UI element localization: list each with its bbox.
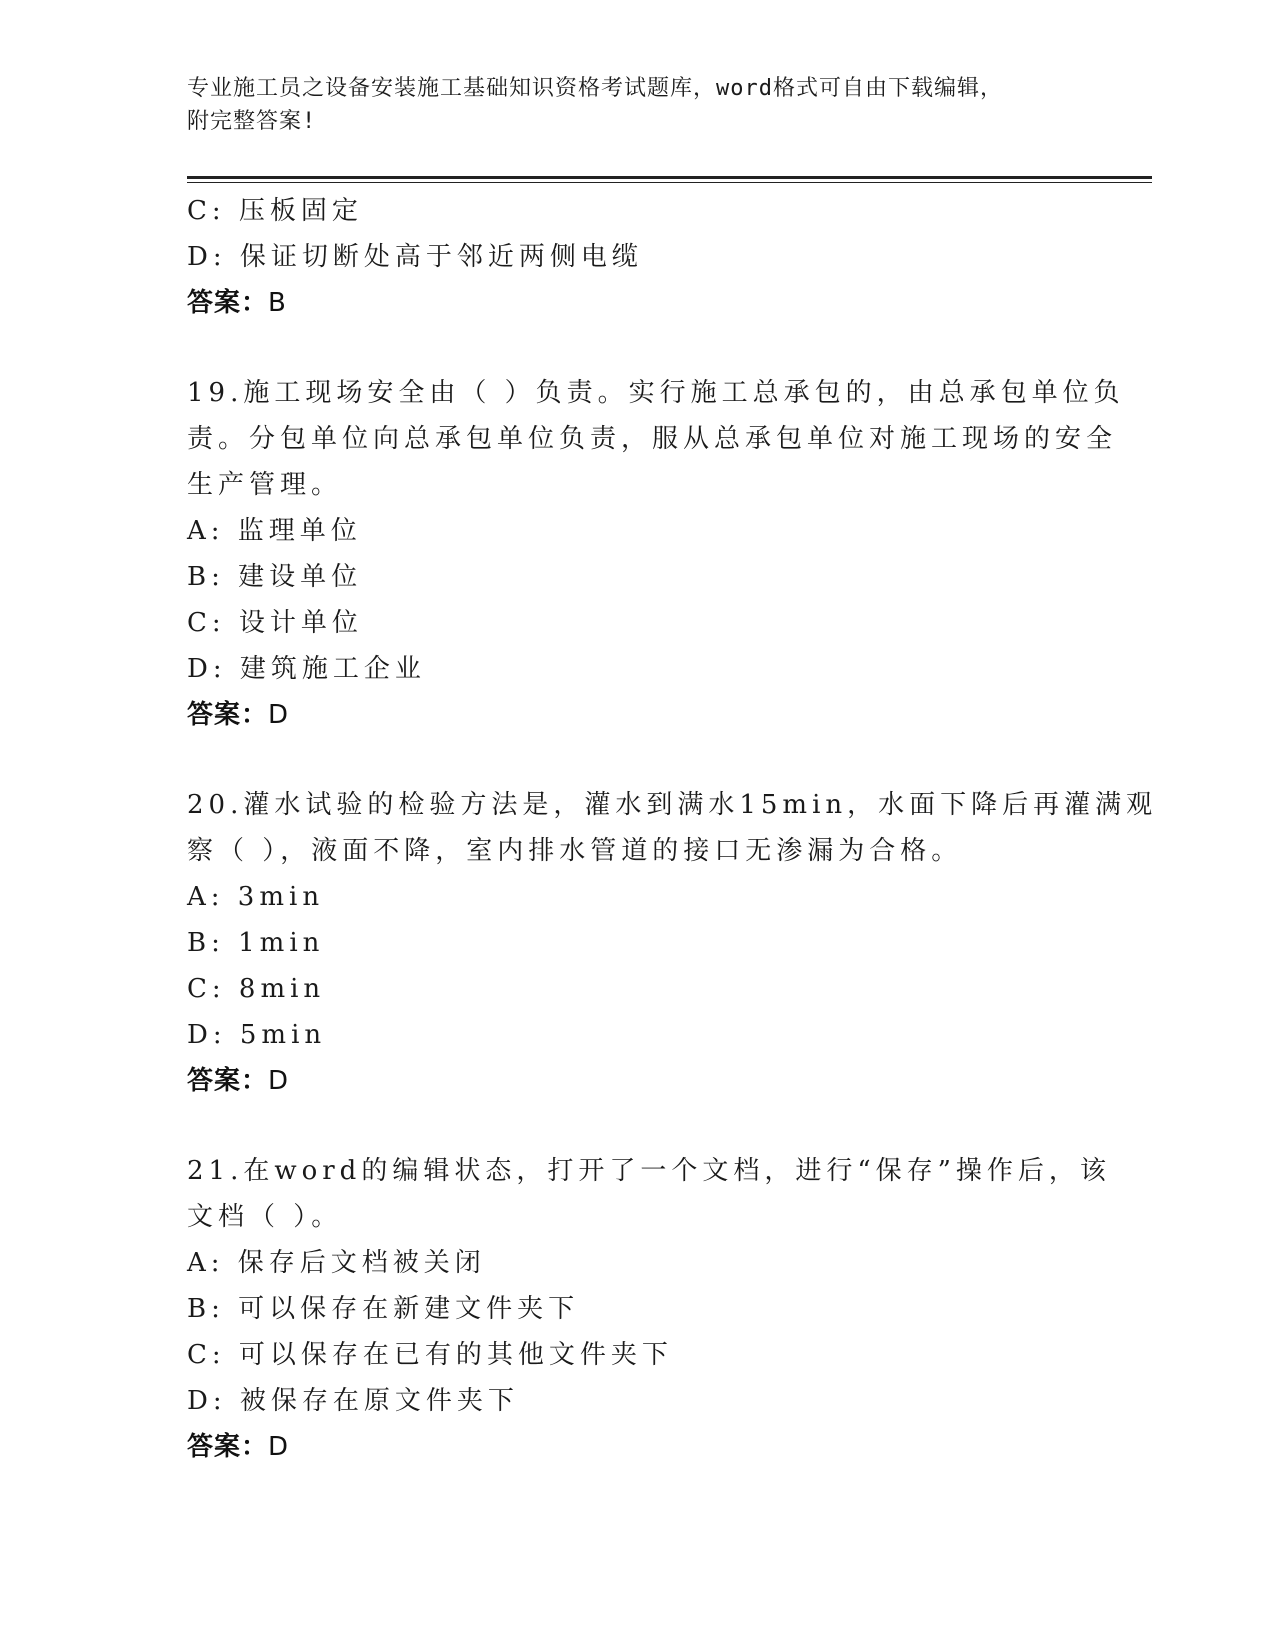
question-text-line: 责。分包单位向总承包单位负责，服从总承包单位对施工现场的安全	[187, 424, 1118, 454]
option-b: B: 建设单位	[187, 562, 363, 592]
answer-line	[187, 692, 1077, 738]
document-body	[187, 188, 1158, 1470]
question-text-line: 21.在word的编辑状态，打开了一个文档，进行“保存”操作后，该	[187, 1156, 1111, 1186]
answer-line	[187, 1424, 1077, 1470]
header-rule-thick	[187, 176, 1152, 179]
question-text-line: 19.施工现场安全由（ ）负责。实行施工总承包的，由总承包单位负	[187, 378, 1125, 408]
option-a: A: 监理单位	[187, 516, 362, 546]
question-21	[187, 1148, 1111, 1470]
question-text-line: 20.灌水试验的检验方法是，灌水到满水15min，水面下降后再灌满观	[187, 790, 1158, 820]
answer-label: 答案：	[187, 1066, 269, 1096]
answer-label: 答案：	[187, 288, 269, 318]
option-c: C: 压板固定	[187, 196, 363, 226]
spacer	[187, 326, 1077, 370]
answer-value: B	[268, 288, 287, 318]
spacer	[187, 738, 1077, 782]
answer-line	[187, 1058, 1077, 1104]
answer-value: D	[268, 1432, 290, 1462]
question-text-line: 生产管理。	[187, 470, 343, 500]
question-20	[187, 782, 1158, 1104]
header-rule-thin	[187, 182, 1152, 183]
option-c: C: 可以保存在已有的其他文件夹下	[187, 1340, 673, 1370]
answer-label: 答案：	[187, 700, 269, 730]
option-d: D: 保证切断处高于邻近两侧电缆	[187, 242, 643, 272]
option-b: B: 可以保存在新建文件夹下	[187, 1294, 580, 1324]
option-c: C: 设计单位	[187, 608, 363, 638]
header-line-1: 专业施工员之设备安装施工基础知识资格考试题库，word格式可自由下载编辑，	[187, 76, 1003, 101]
document-header	[187, 72, 1107, 138]
question-19	[187, 370, 1125, 738]
option-d: D: 建筑施工企业	[187, 654, 426, 684]
option-d: D: 5min	[187, 1020, 327, 1050]
answer-value: D	[268, 700, 290, 730]
answer-value: D	[268, 1066, 290, 1096]
option-a: A: 3min	[187, 882, 325, 912]
answer-line	[187, 280, 1077, 326]
question-18-continued	[187, 188, 1077, 326]
spacer	[187, 1104, 1077, 1148]
question-text-line: 察（ ），液面不降，室内排水管道的接口无渗漏为合格。	[187, 836, 963, 866]
question-text-line: 文档（ ）。	[187, 1202, 343, 1232]
header-line-2: 附完整答案!	[187, 109, 317, 134]
option-d: D: 被保存在原文件夹下	[187, 1386, 519, 1416]
option-a: A: 保存后文档被关闭	[187, 1248, 486, 1278]
answer-label: 答案：	[187, 1432, 269, 1462]
option-c: C: 8min	[187, 974, 326, 1004]
option-b: B: 1min	[187, 928, 325, 958]
